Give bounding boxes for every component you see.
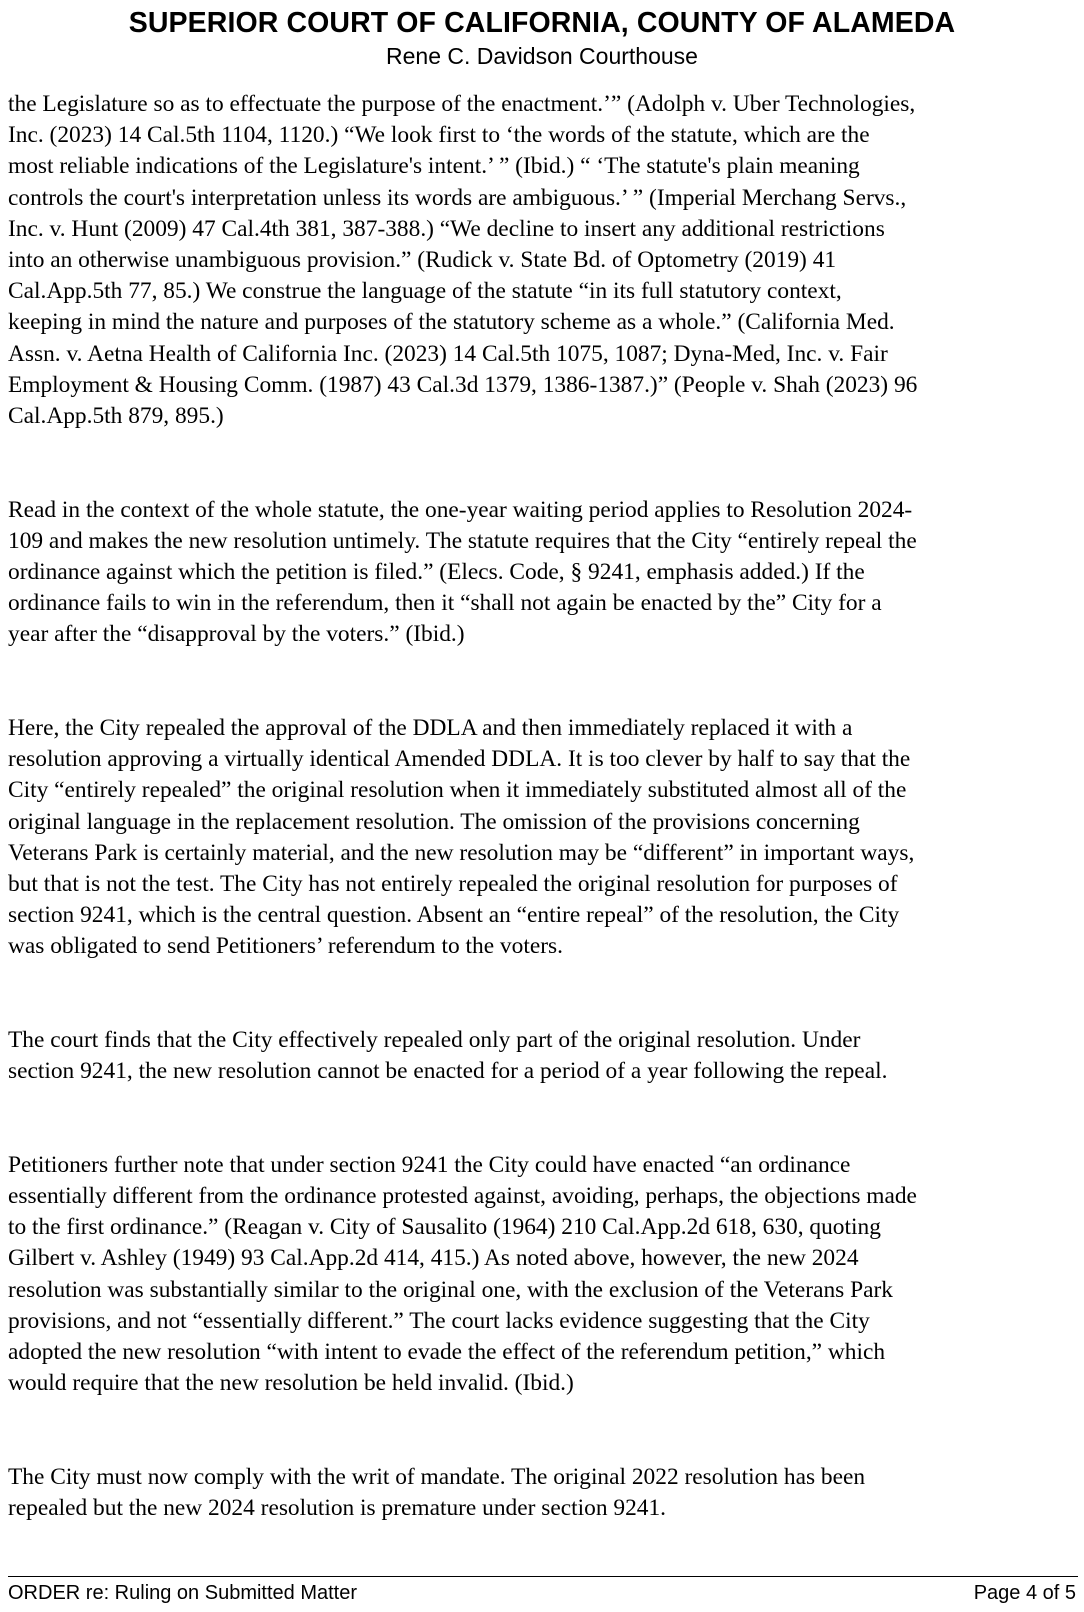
text-line: Cal.App.5th 77, 85.) We construe the language of the statute “in its full statutory context,	[8, 278, 842, 305]
text-line: most reliable indications of the Legislature's intent.’ ” (Ibid.) “ ‘The statute's plain meaning	[8, 153, 860, 180]
text-line: ordinance fails to win in the referendum, then it “shall not again be enacted by the” City for a	[8, 590, 882, 617]
text-line: would require that the new resolution be held invalid. (Ibid.)	[8, 1370, 574, 1397]
page-header	[0, 4, 1084, 71]
paragraph-statutory-interpretation	[8, 89, 1078, 432]
text-line: 109 and makes the new resolution untimely. The statute requires that the City “entirely repeal the	[8, 527, 917, 554]
text-line: The City must now comply with the writ of mandate. The original 2022 resolution has been	[8, 1463, 866, 1490]
text-line: essentially different from the ordinance protested against, avoiding, perhaps, the objections made	[8, 1183, 917, 1210]
text-line: ordinance against which the petition is filed.” (Elecs. Code, § 9241, emphasis added.) If the	[8, 559, 865, 586]
court-name: SUPERIOR COURT OF CALIFORNIA, COUNTY OF ALAMEDA	[128, 7, 956, 39]
text-line: Inc. (2023) 14 Cal.5th 1104, 1120.) “We look first to ‘the words of the statute, which are the	[8, 122, 870, 149]
text-line: controls the court's interpretation unless its words are ambiguous.’ ” (Imperial Merchang Servs.,	[8, 184, 907, 211]
text-line: Petitioners further note that under section 9241 the City could have enacted “an ordinance	[8, 1151, 851, 1178]
courthouse-name: Rene C. Davidson Courthouse	[386, 43, 698, 69]
text-line: Here, the City repealed the approval of the DDLA and then immediately replaced it with a	[8, 715, 853, 742]
text-line: was obligated to send Petitioners’ referendum to the voters.	[8, 933, 563, 960]
text-line: provisions, and not “essentially different.” The court lacks evidence suggesting that the City	[8, 1307, 870, 1334]
order-body	[8, 89, 1078, 1524]
paragraph-repeal-analysis	[8, 713, 1078, 963]
text-line: original language in the replacement resolution. The omission of the provisions concerning	[8, 808, 860, 835]
text-line: to the first ordinance.” (Reagan v. City of Sausalito (1964) 210 Cal.App.2d 618, 630, quoting	[8, 1214, 881, 1241]
text-line: but that is not the test. The City has not entirely repealed the original resolution for purposes of	[8, 871, 898, 898]
text-line: adopted the new resolution “with intent to evade the effect of the referendum petition,” which	[8, 1339, 886, 1366]
text-line: The court finds that the City effectively repealed only part of the original resolution. Under	[8, 1027, 861, 1054]
text-line: Assn. v. Aetna Health of California Inc. (2023) 14 Cal.5th 1075, 1087; Dyna-Med, Inc. v. Fair	[8, 340, 888, 367]
footer-divider	[8, 1576, 1078, 1577]
text-line: the Legislature so as to effectuate the purpose of the enactment.’” (Adolph v. Uber Technologies,	[8, 91, 916, 117]
paragraph-court-finding	[8, 1025, 1078, 1087]
text-line: section 9241, which is the central question. Absent an “entire repeal” of the resolution, the City	[8, 902, 900, 929]
text-line: Employment & Housing Comm. (1987) 43 Cal.3d 1379, 1386-1387.)” (People v. Shah (2023) 96	[8, 371, 918, 398]
text-line: year after the “disapproval by the voters.” (Ibid.)	[8, 621, 465, 648]
text-line: Veterans Park is certainly material, and the new resolution may be “different” in important ways,	[8, 839, 915, 866]
text-line: Gilbert v. Ashley (1949) 93 Cal.App.2d 414, 415.) As noted above, however, the new 2024	[8, 1245, 859, 1272]
text-line: Read in the context of the whole statute, the one-year waiting period applies to Resolution 2024-	[8, 496, 913, 523]
text-line: section 9241, the new resolution cannot be enacted for a period of a year following the repeal.	[8, 1058, 888, 1085]
text-line: keeping in mind the nature and purposes of the statutory scheme as a whole.” (California Med.	[8, 309, 895, 336]
text-line: into an otherwise unambiguous provision.” (Rudick v. State Bd. of Optometry (2019) 41	[8, 247, 837, 274]
paragraph-conclusion	[8, 1462, 1078, 1524]
text-line: Inc. v. Hunt (2009) 47 Cal.4th 381, 387-388.) “We decline to insert any additional restrictions	[8, 215, 885, 242]
text-line: City “entirely repealed” the original resolution when it immediately substituted almost all of the	[8, 777, 907, 804]
text-line: Cal.App.5th 879, 895.)	[8, 403, 224, 430]
paragraph-essentially-different	[8, 1150, 1078, 1400]
footer-order-title: ORDER re: Ruling on Submitted Matter	[8, 1582, 358, 1604]
paragraph-waiting-period	[8, 495, 1078, 651]
text-line: resolution approving a virtually identical Amended DDLA. It is too clever by half to say that the	[8, 746, 911, 773]
text-line: repealed but the new 2024 resolution is premature under section 9241.	[8, 1495, 666, 1522]
page-number: Page 4 of 5	[973, 1582, 1076, 1604]
text-line: resolution was substantially similar to the original one, with the exclusion of the Veterans Park	[8, 1276, 893, 1303]
